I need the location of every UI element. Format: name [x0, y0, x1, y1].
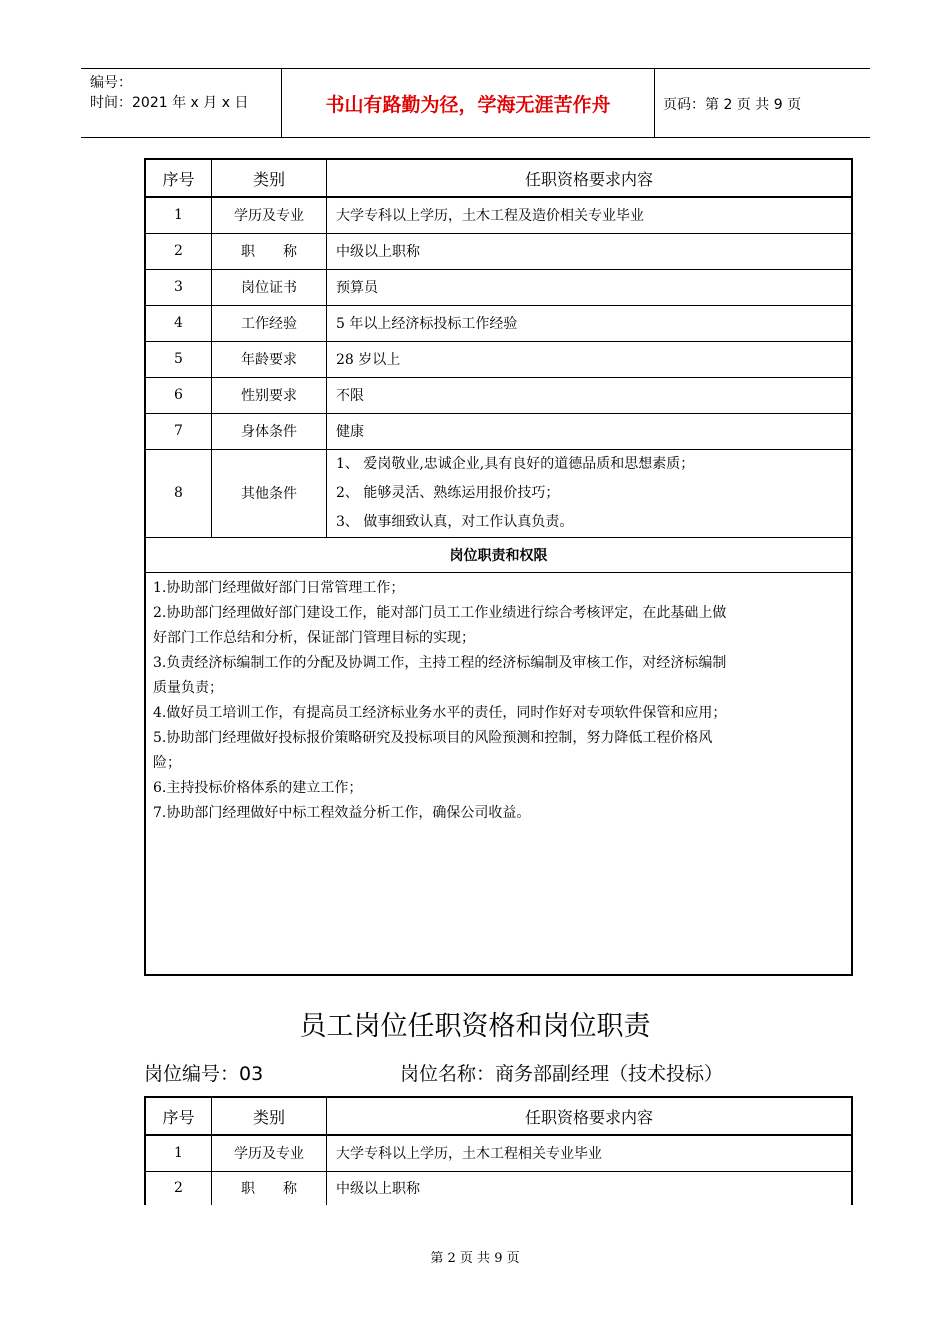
duty-body-row	[145, 572, 852, 975]
row-category: 其他条件	[212, 449, 327, 537]
duty-line: 2.协助部门经理做好部门建设工作，能对部门员工工作业绩进行综合考核评定，在此基础上做	[153, 604, 727, 621]
row-content: 不限	[327, 377, 853, 413]
col-content-header: 任职资格要求内容	[327, 159, 853, 197]
row-category: 身体条件	[212, 413, 327, 449]
duty-line: 3.负责经济标编制工作的分配及协调工作，主持工程的经济标编制及审核工作，对经济标编制	[153, 654, 727, 671]
table-row	[145, 1171, 852, 1205]
row-seq: 7	[145, 413, 212, 449]
duty-section-title: 岗位职责和权限	[145, 537, 852, 572]
table-row	[145, 1135, 852, 1171]
document-number: 编号：	[90, 75, 132, 91]
row-seq: 3	[145, 269, 212, 305]
row-content: 健康	[327, 413, 853, 449]
duty-line: 好部门工作总结和分析，保证部门管理目标的实现；	[153, 629, 475, 646]
page-indicator: 页码：第 2 页 共 9 页	[663, 97, 802, 113]
page-header	[81, 68, 870, 138]
row-category: 岗位证书	[212, 269, 327, 305]
row-category: 学历及专业	[212, 1135, 327, 1171]
row-category: 学历及专业	[212, 197, 327, 233]
section-title: 员工岗位任职资格和岗位职责	[299, 1011, 651, 1042]
table-row	[145, 377, 852, 413]
table-row	[145, 197, 852, 233]
header-motto: 书山有路勤为径，学海无涯苦作舟	[281, 69, 655, 137]
row-content: 中级以上职称	[327, 1171, 853, 1205]
row-seq: 2	[145, 233, 212, 269]
qualification-table-1	[144, 158, 853, 976]
row-content: 28 岁以上	[327, 341, 853, 377]
row-content: 5 年以上经济标投标工作经验	[327, 305, 853, 341]
row-category: 年龄要求	[212, 341, 327, 377]
row-seq: 2	[145, 1171, 212, 1205]
row-seq: 1	[145, 1135, 212, 1171]
page-footer: 第 2 页 共 9 页	[430, 1251, 520, 1266]
row-seq: 1	[145, 197, 212, 233]
col-category-header: 类别	[212, 159, 327, 197]
row-content: 大学专科以上学历，土木工程及造价相关专业毕业	[327, 197, 853, 233]
row-content: 大学专科以上学历，土木工程相关专业毕业	[327, 1135, 853, 1171]
table-row	[145, 413, 852, 449]
row-seq: 6	[145, 377, 212, 413]
list-item: 1、 爱岗敬业,忠诚企业,具有良好的道德品质和思想素质；	[336, 455, 695, 472]
row-content: 中级以上职称	[327, 233, 853, 269]
row-seq: 8	[145, 449, 212, 537]
row-seq: 4	[145, 305, 212, 341]
header-meta	[81, 69, 281, 137]
col-seq-header: 序号	[145, 159, 212, 197]
duty-title-row	[145, 537, 852, 572]
position-name: 岗位名称：商务部副经理（技术投标）	[400, 1063, 724, 1085]
duty-line: 险；	[153, 754, 181, 771]
row-content: 预算员	[327, 269, 853, 305]
row-category: 性别要求	[212, 377, 327, 413]
duty-line: 6.主持投标价格体系的建立工作；	[153, 779, 363, 796]
col-content-header: 任职资格要求内容	[327, 1097, 853, 1135]
document-date: 时间：2021 年 x 月 x 日	[90, 95, 249, 111]
row-seq: 5	[145, 341, 212, 377]
table-row	[145, 341, 852, 377]
col-category-header: 类别	[212, 1097, 327, 1135]
duty-line: 4.做好员工培训工作，有提高员工经济标业务水平的责任，同时作好对专项软件保管和应用；	[153, 704, 727, 721]
row-content-list	[327, 449, 853, 537]
table-row	[145, 269, 852, 305]
table-row	[145, 449, 852, 537]
list-item: 3、 做事细致认真，对工作认真负责。	[336, 513, 574, 530]
row-category: 职 称	[212, 1171, 327, 1205]
duty-line: 7.协助部门经理做好中标工程效益分析工作，确保公司收益。	[153, 804, 531, 821]
duty-list	[145, 572, 852, 975]
table-row	[145, 233, 852, 269]
row-category: 职 称	[212, 233, 327, 269]
table-header-row	[145, 159, 852, 197]
col-seq-header: 序号	[145, 1097, 212, 1135]
duty-line: 1.协助部门经理做好部门日常管理工作；	[153, 579, 405, 596]
duty-line: 5.协助部门经理做好投标报价策略研究及投标项目的风险预测和控制，努力降低工程价格风	[153, 729, 713, 746]
table-header-row	[145, 1097, 852, 1135]
qualification-table-2	[144, 1096, 853, 1205]
list-item: 2、 能够灵活、熟练运用报价技巧；	[336, 484, 560, 501]
table-row	[145, 305, 852, 341]
duty-line: 质量负责；	[153, 679, 223, 696]
position-number: 岗位编号：03	[144, 1063, 264, 1085]
row-category: 工作经验	[212, 305, 327, 341]
